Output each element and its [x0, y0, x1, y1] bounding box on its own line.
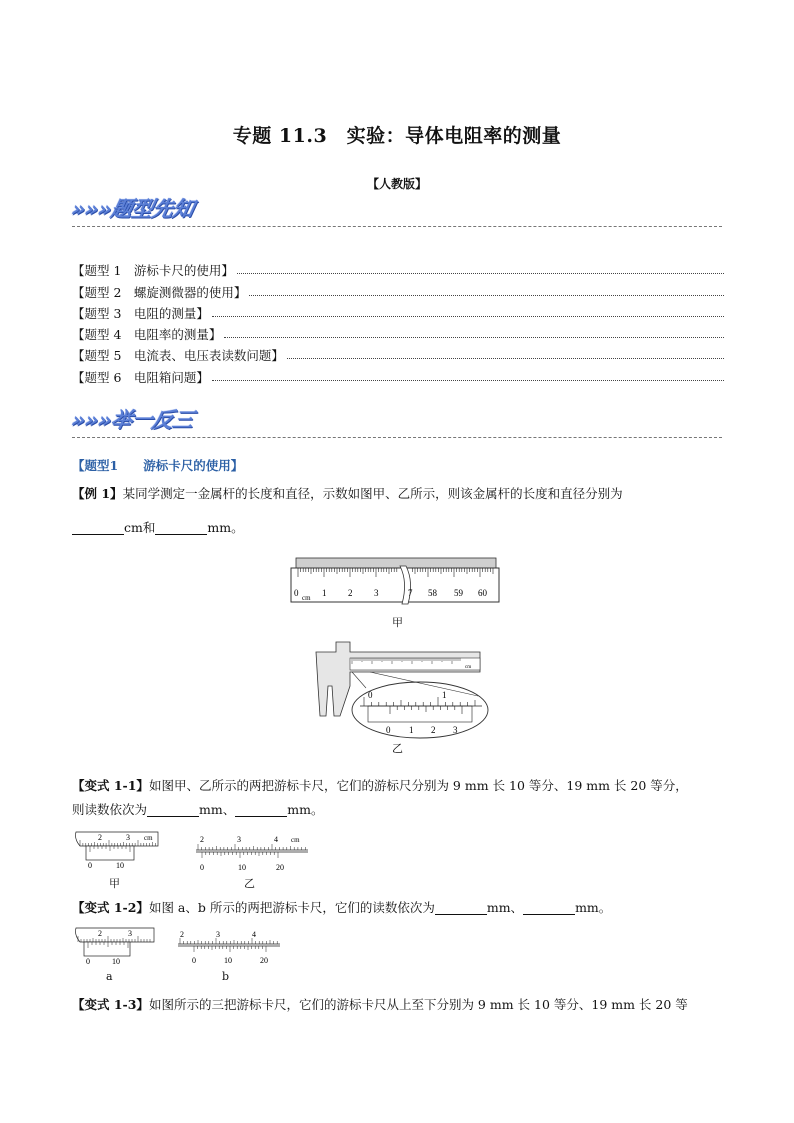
banner-divider [72, 226, 722, 227]
main-scale-label: 2 [98, 833, 102, 842]
main-scale-label: 4 [274, 835, 278, 844]
practice-banner [69, 408, 722, 440]
vernier-label: 10 [224, 956, 232, 965]
toc-item[interactable]: 【题型 1 游标卡尺的使用】 [72, 258, 726, 279]
figure-caption: 甲 [109, 877, 120, 890]
edition-label: 【人教版】 [366, 177, 427, 191]
toc-item[interactable]: 【题型 3 电阻的测量】 [72, 301, 726, 322]
vernier-label: 10 [238, 863, 246, 872]
tick-label: 58 [428, 588, 437, 598]
answer-blank[interactable] [147, 803, 199, 817]
main-scale-label: 3 [216, 930, 220, 939]
tick-label: 2 [348, 588, 353, 598]
toc-leader [287, 358, 724, 359]
main-scale-label: 2 [180, 930, 184, 939]
vernier-label: 3 [453, 725, 458, 735]
vernier-label: 0 [192, 956, 196, 965]
vernier-figure-b [176, 928, 282, 968]
answer-blank[interactable] [523, 901, 575, 915]
vernier-label: 2 [431, 725, 436, 735]
vernier-figure-v1-yi [192, 832, 312, 874]
toc-banner [69, 197, 722, 229]
vernier-label: 0 [86, 957, 90, 966]
variant-1-3: 【变式 1-3】如图所示的三把游标卡尺，它们的游标卡尺从上至下分别为 9 mm 长 10 等分、19 mm 长 20 等 [72, 997, 688, 1012]
toc-list [72, 258, 726, 386]
answer-blank[interactable] [155, 521, 207, 535]
banner-divider [72, 437, 722, 438]
main-scale-label: 3 [128, 929, 132, 938]
vernier-label: 0 [386, 725, 391, 735]
vernier-label: 20 [276, 863, 284, 872]
tick-label: 3 [374, 588, 379, 598]
tick-label: 60 [478, 588, 487, 598]
main-scale-label: 2 [200, 835, 204, 844]
tick-label: 0 [294, 588, 299, 598]
figure-caption: 乙 [392, 742, 403, 755]
toc-item[interactable]: 【题型 5 电流表、电压表读数问题】 [72, 343, 726, 364]
main-scale-label: 1 [442, 690, 447, 700]
unit-label: cm [465, 665, 472, 670]
figure-caption: a [106, 970, 113, 983]
toc-leader [212, 380, 724, 381]
toc-item[interactable]: 【题型 4 电阻率的测量】 [72, 322, 726, 343]
figure-caption: b [222, 970, 230, 983]
vernier-label: 10 [112, 957, 120, 966]
tick-label: 1 [322, 588, 327, 598]
toc-banner-title: »»»题型先知 [69, 197, 196, 221]
main-scale-label: 4 [252, 930, 256, 939]
answer-blank[interactable] [72, 521, 124, 535]
figure-caption: 乙 [244, 877, 255, 890]
tick-label: 59 [454, 588, 463, 598]
vernier-figure-v1-jia [72, 830, 162, 874]
toc-leader [224, 337, 724, 338]
main-scale-label: 2 [98, 929, 102, 938]
caliper-figure-yi [310, 636, 490, 740]
toc-item[interactable]: 【题型 6 电阻箱问题】 [72, 364, 726, 385]
vernier-label: 0 [88, 861, 92, 870]
unit-label: cm [302, 594, 311, 602]
main-scale-label: 0 [368, 690, 373, 700]
toc-leader [249, 295, 724, 296]
section-heading: 【题型1 游标卡尺的使用】 [72, 458, 244, 473]
ruler-figure-jia [288, 556, 504, 606]
practice-banner-title: »»»举一反三 [69, 408, 196, 432]
unit-label: cm [144, 834, 153, 842]
main-scale-label: 3 [237, 835, 241, 844]
figure-caption: 甲 [392, 616, 403, 629]
example-1: 【例 1】某同学测定一金属杆的长度和直径，示数如图甲、乙所示，则该金属杆的长度和直径分别为 cm和 mm。 [72, 486, 623, 535]
toc-item[interactable]: 【题型 2 螺旋测微器的使用】 [72, 279, 726, 300]
answer-blank[interactable] [235, 803, 287, 817]
variant-1-1: 【变式 1-1】如图甲、乙所示的两把游标卡尺，它们的游标尺分别为 9 mm 长 10 等分、19 mm 长 20 等分， 则读数依次为 mm、 mm。 [72, 778, 688, 817]
vernier-label: 10 [116, 861, 124, 870]
vernier-label: 20 [260, 956, 268, 965]
main-scale-label: 3 [126, 833, 130, 842]
tick-label: 7 [408, 588, 413, 598]
toc-leader [212, 316, 724, 317]
vernier-label: 1 [409, 725, 414, 735]
vernier-figure-a [72, 926, 158, 968]
answer-blank[interactable] [435, 901, 487, 915]
unit-label: cm [291, 836, 300, 844]
vernier-label: 0 [200, 863, 204, 872]
toc-leader [237, 273, 724, 274]
variant-1-2: 【变式 1-2】如图 a、b 所示的两把游标卡尺，它们的读数依次为 mm、 mm。 [72, 900, 612, 915]
page-title: 专题 11.3 实验：导体电阻率的测量 [232, 125, 562, 147]
